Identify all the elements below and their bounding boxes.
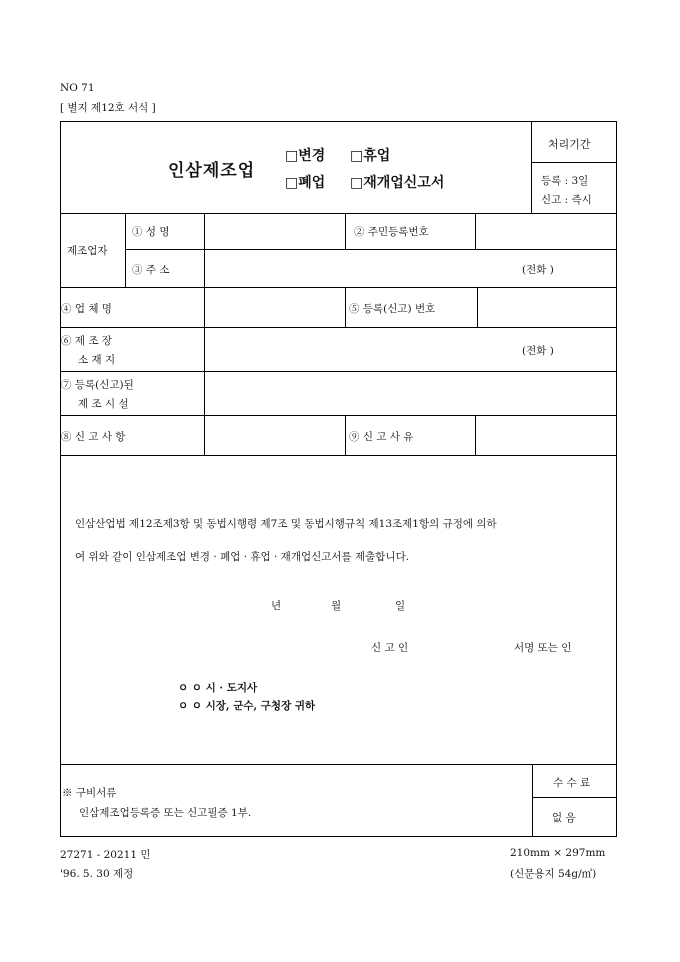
rrn-label: ② 주민등록번호 [354, 226, 429, 238]
address-phone: (전화 ) [522, 264, 554, 276]
registration-number-label: ⑤ 등록(신고) 번호 [349, 303, 436, 315]
form-code: 27271 - 20211 민 [60, 849, 151, 861]
facility-label-2: 제 조 시 설 [78, 398, 129, 410]
date-month: 월 [331, 600, 342, 612]
processing-period-label: 처리기간 [548, 138, 591, 151]
option-close: □폐업 [285, 175, 326, 191]
option-suspend: □휴업 [350, 148, 391, 164]
fee-label: 수 수 료 [553, 777, 591, 789]
addressee-governor: ㅇ ㅇ 시 · 도지사 [178, 682, 258, 694]
report-reason-label: ⑨ 신 고 사 유 [349, 431, 414, 443]
plant-phone: (전화 ) [522, 345, 554, 357]
name-label: ① 성 명 [132, 226, 170, 238]
plant-location-label-2: 소 재 지 [78, 354, 116, 366]
processing-registration: 등록 : 3일 [541, 175, 589, 187]
option-reopen: □재개업신고서 [350, 175, 445, 191]
statement-line-2: 여 위와 같이 인삼제조업 변경 · 폐업 · 휴업 · 재개업신고서를 제출합니다. [75, 551, 410, 563]
plant-location-label-1: ⑥ 제 조 장 [61, 335, 112, 347]
manufacturer-label: 제조업자 [67, 245, 108, 257]
fee-value: 없 음 [552, 812, 576, 824]
paper-size: 210mm × 297mm [510, 847, 606, 859]
business-name-label: ④ 업 체 명 [61, 303, 112, 315]
option-change: □변경 [285, 148, 326, 164]
addressee-mayor: ㅇ ㅇ 시장, 군수, 구청장 귀하 [178, 700, 316, 712]
date-day: 일 [395, 600, 406, 612]
form-title: 인삼제조업 [168, 161, 256, 181]
enactment-date: '96. 5. 30 제정 [60, 868, 134, 880]
form-number: NO 71 [60, 82, 95, 94]
required-docs: 인삼제조업등록증 또는 신고필증 1부. [79, 807, 252, 819]
date-year: 년 [271, 600, 282, 612]
statement-line-1: 인삼산업법 제12조제3항 및 동법시행령 제7조 및 동법시행규칙 제13조제1항의 규정에 의하 [75, 518, 497, 530]
address-label: ③ 주 소 [132, 264, 170, 276]
required-docs-label: ※ 구비서류 [62, 787, 117, 799]
signature-label: 서명 또는 인 [514, 642, 572, 654]
report-items-label: ⑧ 신 고 사 항 [61, 431, 126, 443]
paper-type: (신문용지 54g/㎡) [510, 868, 597, 880]
annex-label: [ 별지 제12호 서식 ] [60, 102, 156, 114]
processing-report: 신고 : 즉시 [541, 194, 592, 206]
reporter-label: 신 고 인 [371, 642, 409, 654]
facility-label-1: ⑦ 등록(신고)된 [61, 379, 134, 391]
